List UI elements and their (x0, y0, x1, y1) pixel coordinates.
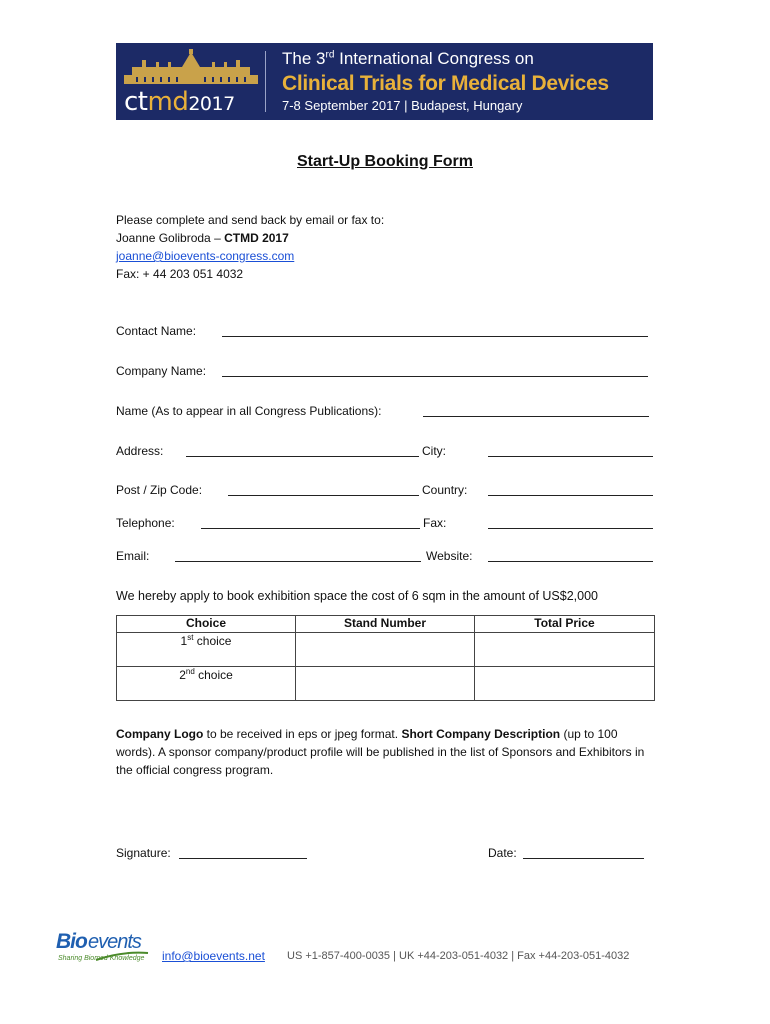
city-label: City: (422, 444, 446, 458)
publication-name-field[interactable] (423, 416, 649, 417)
address-label: Address: (116, 444, 164, 458)
banner-line3: 7-8 September 2017 | Budapest, Hungary (282, 98, 523, 113)
contact-person: Joanne Golibroda – (116, 231, 225, 245)
parliament-building-icon (122, 49, 260, 87)
table-header-row (117, 616, 655, 633)
publication-name-label: Name (As to appear in all Congress Publications): (116, 404, 382, 418)
first-total-price-cell[interactable] (475, 633, 655, 667)
intro-contact (116, 229, 289, 247)
second-stand-number-cell[interactable] (296, 667, 475, 701)
intro-instructions: Please complete and send back by email or fax to: (116, 213, 385, 227)
contact-event: CTMD 2017 (224, 231, 289, 245)
city-field[interactable] (488, 456, 653, 457)
short-description-term: Short Company Description (401, 727, 561, 741)
congress-banner (116, 43, 653, 120)
description-details-text: (up to 100 words). A sponsor company/product profile will be published in the list of Sponsors and Exhibitors in the official congress program. (116, 727, 645, 777)
telephone-field[interactable] (201, 528, 420, 529)
first-choice-cell (117, 633, 296, 667)
logo-bio-text: Bio (56, 930, 87, 953)
logo-events-text: events (88, 931, 141, 953)
first-choice-sup: st (187, 633, 194, 642)
website-label: Website: (426, 549, 473, 563)
ctmd-logo-md: md (147, 87, 189, 117)
website-field[interactable] (488, 561, 653, 562)
signature-label: Signature: (116, 846, 171, 860)
first-stand-number-cell[interactable] (296, 633, 475, 667)
contact-name-field[interactable] (222, 336, 648, 337)
page-title: Start-Up Booking Form (297, 153, 473, 170)
banner-line1-sup: rd (325, 49, 335, 61)
company-name-field[interactable] (222, 376, 648, 377)
logo-format-text: to be received in eps or jpeg format. (203, 727, 402, 741)
address-field[interactable] (186, 456, 419, 457)
company-name-label: Company Name: (116, 364, 207, 378)
footer-email-link[interactable]: info@bioevents.net (162, 949, 265, 963)
ctmd-logo-ct: ct (124, 87, 148, 117)
date-field[interactable] (523, 858, 644, 859)
table-row (117, 667, 655, 701)
banner-line1-post: International Congress on (334, 49, 534, 68)
apply-statement: We hereby apply to book exhibition space the cost of 6 sqm in the amount of US$2,000 (116, 589, 599, 603)
banner-divider (265, 51, 266, 112)
banner-line1-pre: The 3 (282, 49, 326, 68)
banner-line2: Clinical Trials for Medical Devices (282, 72, 609, 95)
choice-header: Choice (117, 616, 296, 633)
total-price-header: Total Price (475, 616, 655, 633)
booking-choice-table (116, 615, 655, 701)
company-logo-term: Company Logo (116, 727, 204, 741)
signature-field[interactable] (179, 858, 307, 859)
logo-tagline: Sharing Biomed Knowledge (58, 955, 145, 962)
logo-description-paragraph (116, 725, 656, 779)
ctmd-logo (124, 87, 235, 117)
contact-name-label: Contact Name: (116, 324, 197, 338)
second-total-price-cell[interactable] (475, 667, 655, 701)
bioevents-logo (54, 930, 150, 970)
footer-contacts: US +1-857-400-0035 | UK +44-203-051-4032 | Fax +44-203-051-4032 (287, 950, 630, 962)
country-label: Country: (422, 483, 468, 497)
email-field[interactable] (175, 561, 421, 562)
stand-number-header: Stand Number (296, 616, 475, 633)
email-label: Email: (116, 549, 150, 563)
post-zip-label: Post / Zip Code: (116, 483, 203, 497)
second-choice-label: choice (194, 668, 233, 682)
telephone-label: Telephone: (116, 516, 175, 530)
fax-field[interactable] (488, 528, 653, 529)
date-label: Date: (488, 846, 517, 860)
second-choice-number: 2 (179, 668, 186, 682)
country-field[interactable] (488, 495, 653, 496)
post-zip-field[interactable] (228, 495, 419, 496)
second-choice-sup: nd (185, 667, 195, 676)
banner-line1 (282, 49, 534, 69)
first-choice-number: 1 (180, 634, 188, 648)
fax-label: Fax: (423, 516, 447, 530)
intro-fax: Fax: + 44 203 051 4032 (116, 267, 244, 281)
ctmd-logo-year: 2017 (188, 93, 235, 115)
intro-email-link[interactable]: joanne@bioevents-congress.com (116, 249, 295, 263)
table-row (117, 633, 655, 667)
second-choice-cell (117, 667, 296, 701)
first-choice-label: choice (193, 634, 232, 648)
